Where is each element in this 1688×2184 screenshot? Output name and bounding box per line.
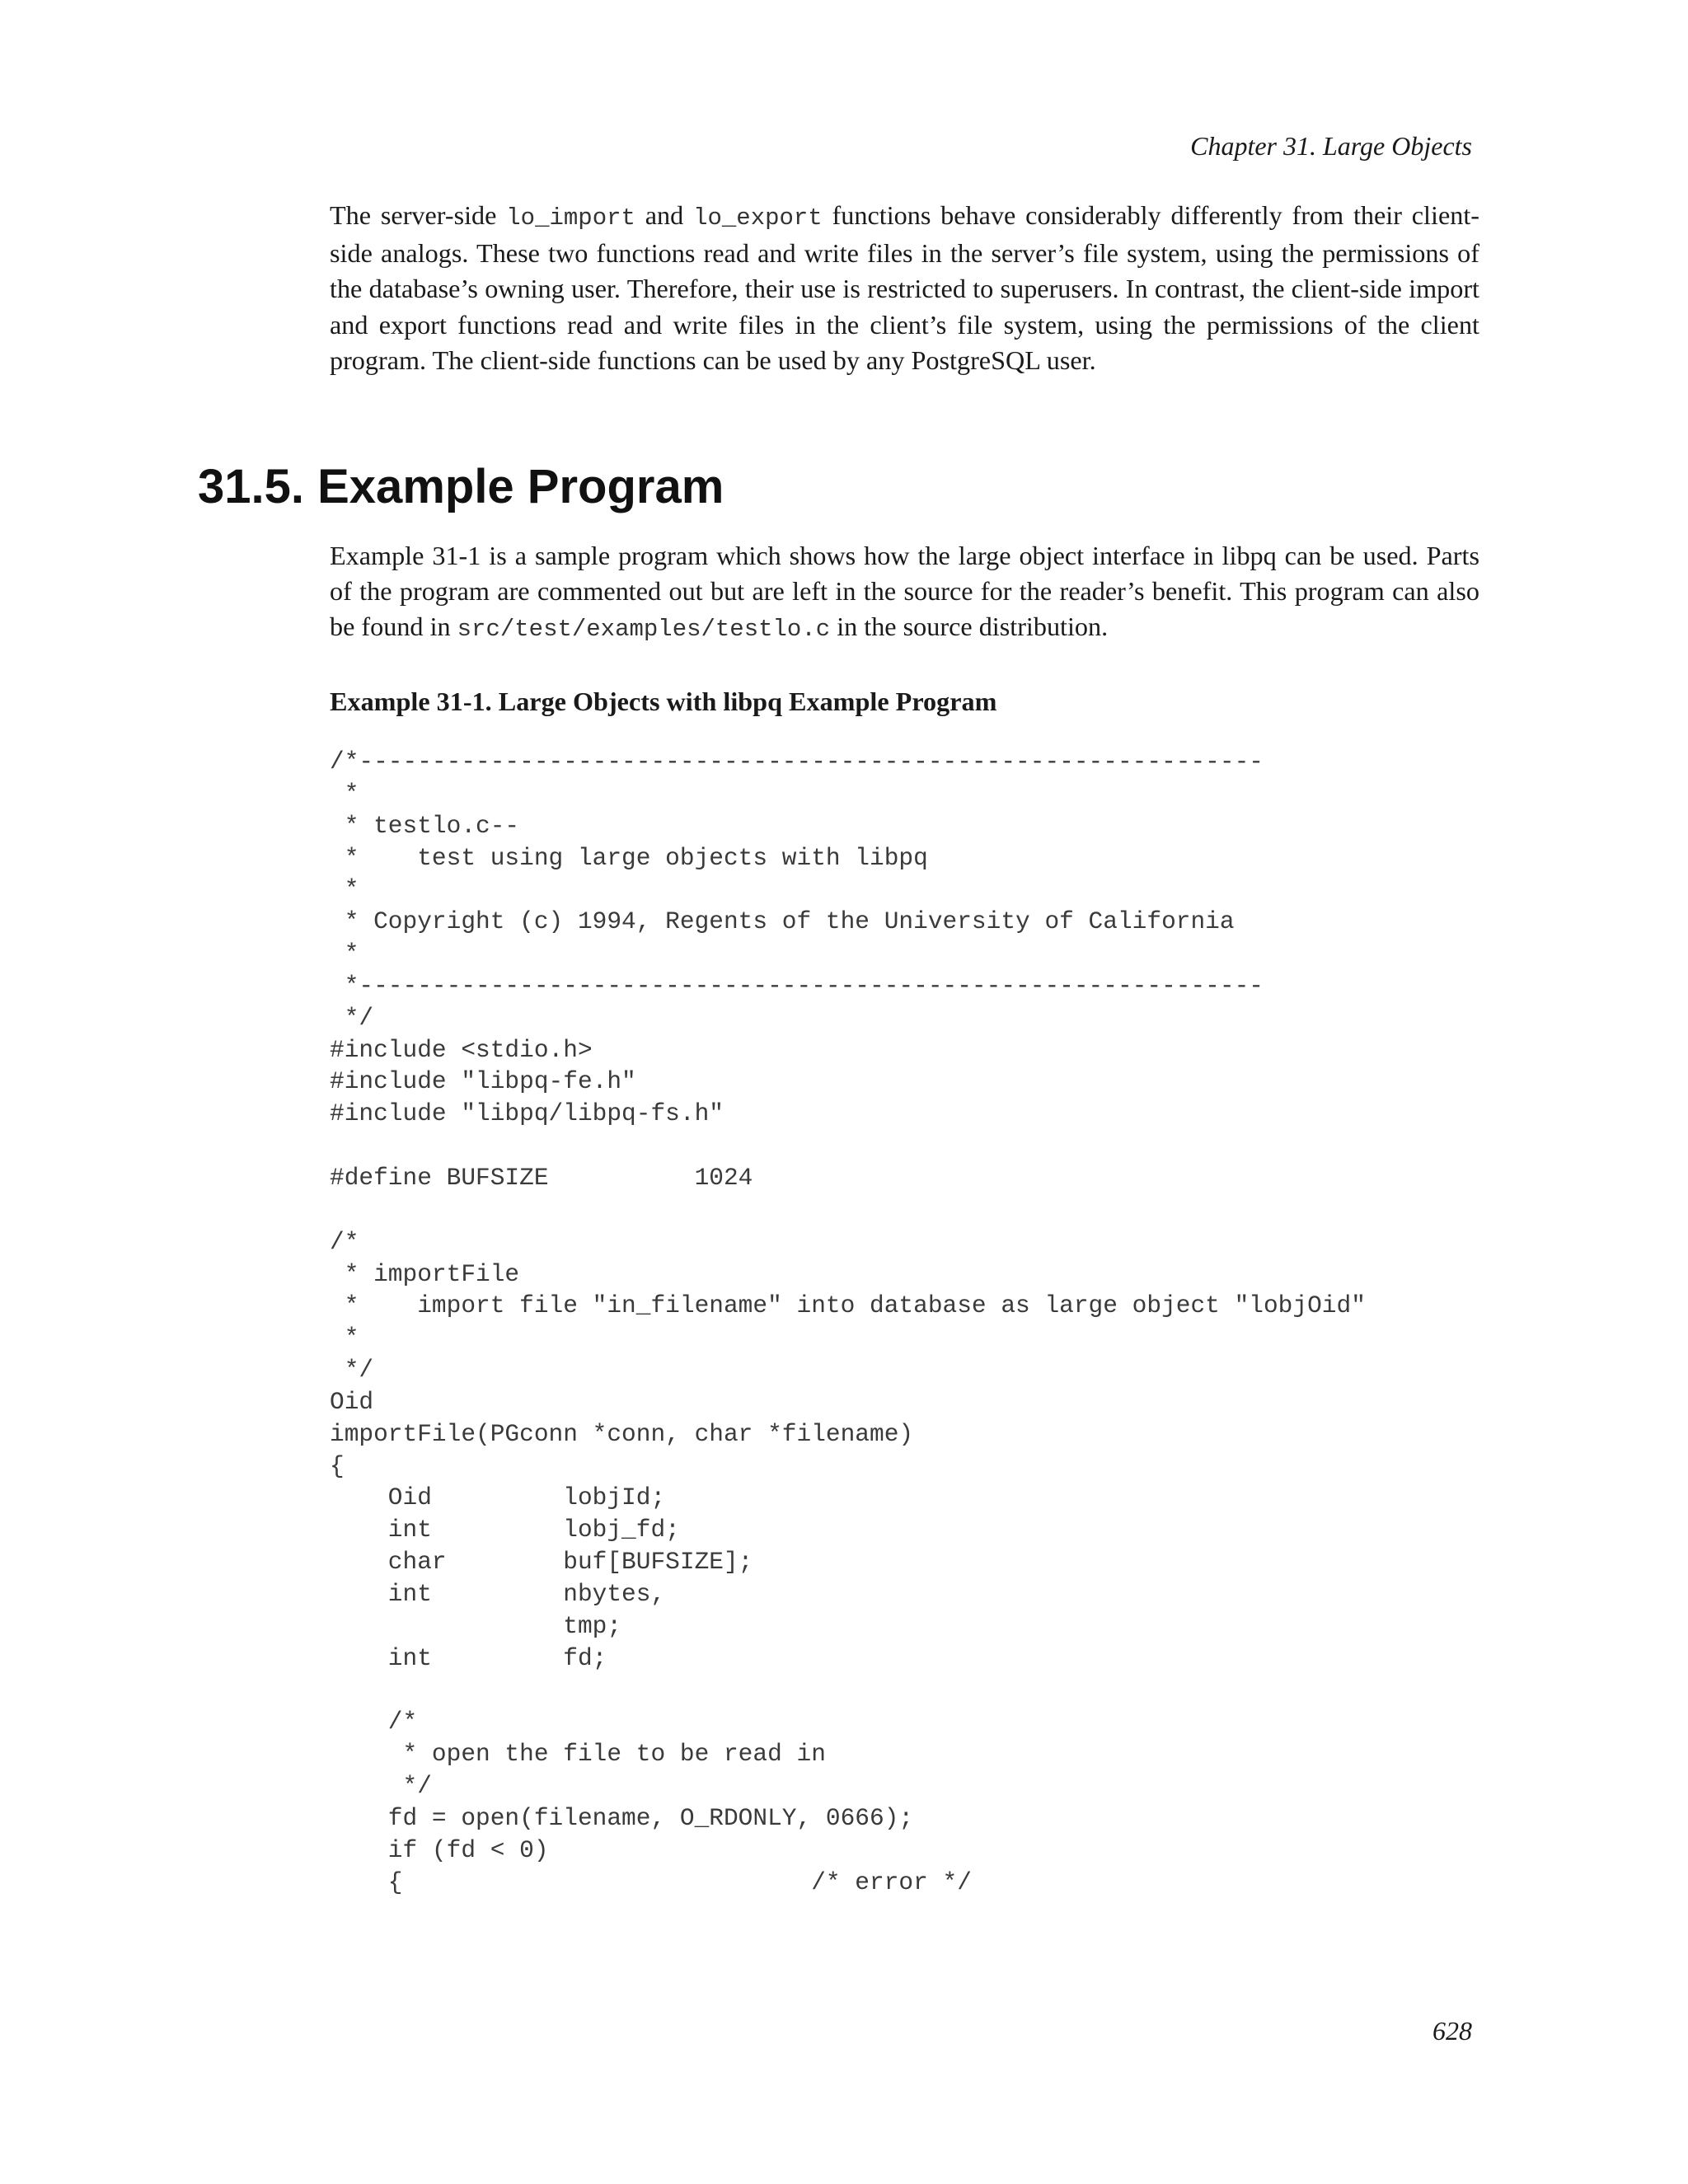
code-line: * testlo.c-- xyxy=(330,811,520,840)
code-line: { xyxy=(330,1451,345,1480)
code-line: importFile(PGconn *conn, char *filename) xyxy=(330,1419,914,1448)
paragraph-text: The server-side xyxy=(330,200,507,230)
code-line: */ xyxy=(330,1003,374,1032)
code-line: * xyxy=(330,779,359,808)
code-line: * open the file to be read in xyxy=(330,1740,826,1769)
inline-code-lo-export: lo_export xyxy=(693,204,823,232)
code-line: #include "libpq-fe.h" xyxy=(330,1067,636,1096)
code-line: if (fd < 0) xyxy=(330,1835,549,1864)
paragraph-text: Example 31-1 is a sample program which shows how the large object interface in libpq can be used. Parts of the program are commented out but are left in the source for the reader’s benefit. This program can also be found in xyxy=(330,541,1479,642)
code-line: int nbytes, xyxy=(330,1579,666,1608)
code-line: Oid xyxy=(330,1387,374,1416)
code-line: int lobj_fd; xyxy=(330,1516,680,1544)
code-listing xyxy=(330,746,1366,1898)
code-line: /* xyxy=(330,1227,359,1256)
code-line: fd = open(filename, O_RDONLY, 0666); xyxy=(330,1803,914,1832)
code-line: *-------------------------------------------------------------- xyxy=(330,971,1264,1000)
code-line: */ xyxy=(330,1356,374,1385)
code-line: /* xyxy=(330,1708,418,1736)
section-heading: 31.5. Example Program xyxy=(198,460,724,513)
code-line: * xyxy=(330,940,359,968)
code-line: * Copyright (c) 1994, Regents of the University of California xyxy=(330,907,1235,936)
code-line: { /* error */ xyxy=(330,1868,972,1896)
code-line xyxy=(330,1194,1366,1226)
code-line: * xyxy=(330,1324,359,1352)
code-line: #define BUFSIZE 1024 xyxy=(330,1163,753,1192)
code-line: tmp; xyxy=(330,1611,622,1640)
inline-code-file-path: src/test/examples/testlo.c xyxy=(457,616,831,644)
paragraph-text: in the source distribution. xyxy=(830,612,1109,642)
running-header: Chapter 31. Large Objects xyxy=(1190,131,1472,161)
code-line xyxy=(330,1130,1366,1162)
code-line: int fd; xyxy=(330,1643,607,1672)
code-line: #include <stdio.h> xyxy=(330,1035,593,1064)
page-number: 628 xyxy=(1432,2016,1472,2046)
example-title: Example 31-1. Large Objects with libpq Example Program xyxy=(330,687,997,716)
code-line xyxy=(330,1674,1366,1706)
code-line: #include "libpq/libpq-fs.h" xyxy=(330,1099,724,1128)
section-intro-paragraph xyxy=(330,538,1479,648)
code-line: char buf[BUFSIZE]; xyxy=(330,1548,753,1577)
code-line: * test using large objects with libpq xyxy=(330,843,928,872)
code-line: */ xyxy=(330,1772,432,1800)
paragraph-text: functions behave considerably differently from their client-side analogs. These two functions read and write files in the server’s file system, using the permissions of the database’s owning user. Therefore, their use is restricted to superusers. In contrast, the client-side import and export functions read and write files in the client’s file system, using the permissions of the client program. The client-side functions can be used by any PostgreSQL user. xyxy=(330,200,1479,375)
intro-paragraph xyxy=(330,198,1479,378)
code-line: /*-------------------------------------------------------------- xyxy=(330,748,1264,776)
code-line: * importFile xyxy=(330,1259,520,1288)
paragraph-text: and xyxy=(635,200,694,230)
inline-code-lo-import: lo_import xyxy=(506,204,635,232)
code-line: * xyxy=(330,875,359,904)
code-line: * import file "in_filename" into database as large object "lobjOid" xyxy=(330,1291,1366,1320)
code-line: Oid lobjId; xyxy=(330,1483,666,1512)
